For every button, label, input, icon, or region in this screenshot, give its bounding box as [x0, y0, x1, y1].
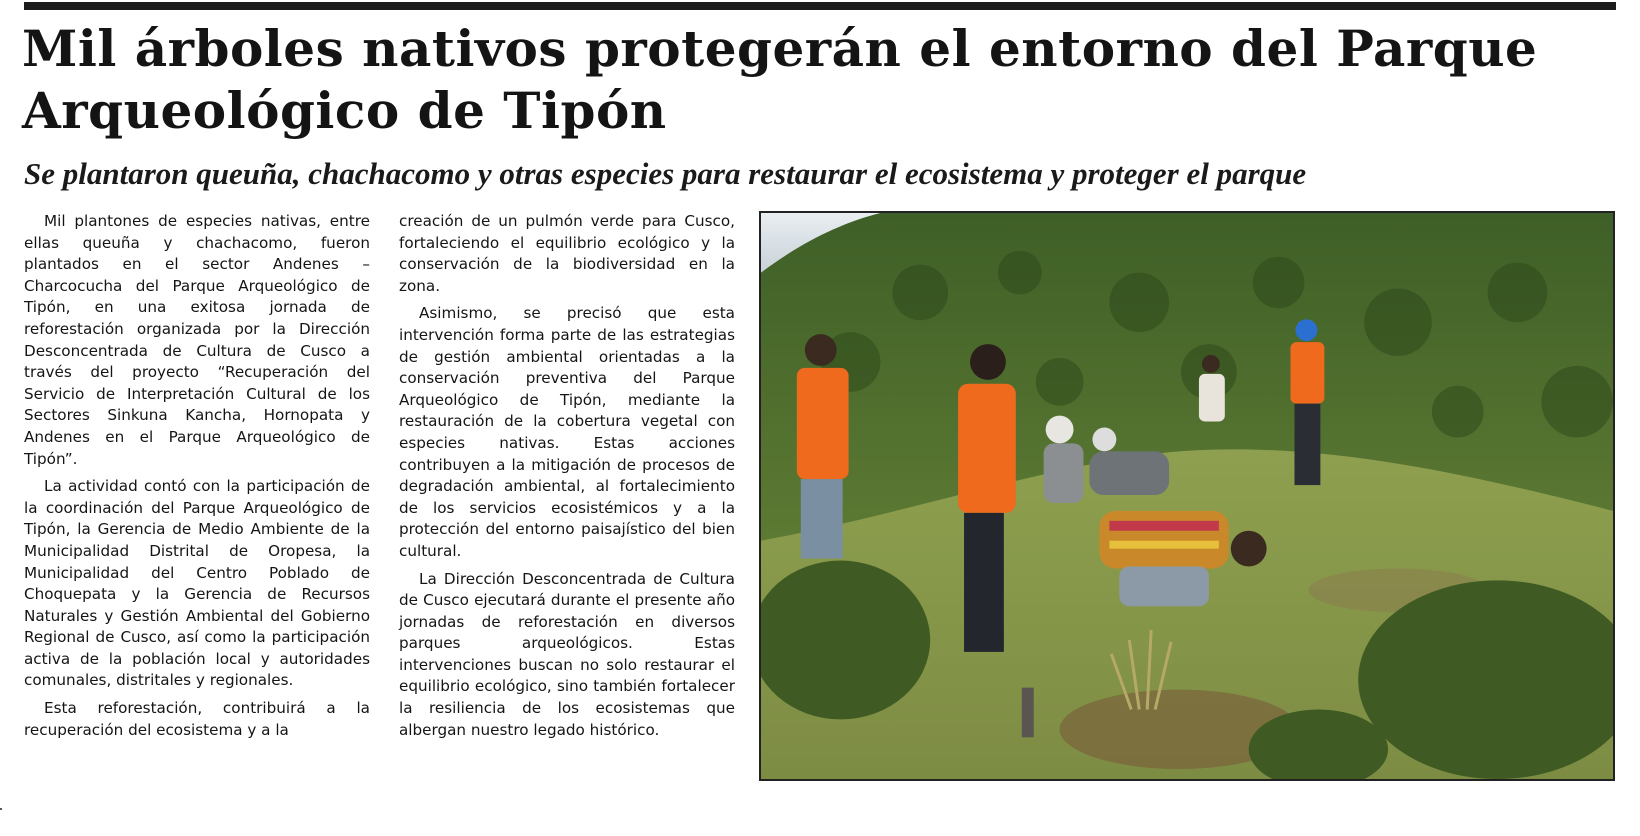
article-column-2: [399, 211, 735, 747]
headline: Mil árboles nativos protegerán el entorno del Parque Arqueológico de Tipón: [22, 19, 1538, 140]
reforestation-photo: [759, 211, 1615, 781]
paragraph: Asimismo, se precisó que esta intervención forma parte de las estrategias de gestión ambiental orientadas a la conservación preventiva del Parque Arqueológico de Tipón, mediante la restauración de la cobertura vegetal con especies nativas. Estas acciones contribuyen a la mitigación de procesos de degradación ambiental, al fortalecimiento de los servicios ecosistémicos y a la protección del entorno paisajístico del bien cultural.: [399, 304, 735, 560]
paragraph: La Dirección Desconcentrada de Cultura de Cusco ejecutará durante el presente año jornadas de reforestación en diversos parques arqueológicos. Estas intervenciones buscan no solo restaurar el equilibrio ecológico, sino también fortalecer la resiliencia de los ecosistemas que albergan nuestro legado histórico.: [399, 569, 735, 739]
paragraph: Mil plantones de especies nativas, entre ellas queuña y chachacomo, fueron plantados en el sector Andenes – Charcocucha del Parque Arqueológico de Tipón, en una exitosa jornada de reforestación organizada por la Dirección Desconcentrada de Cultura de Cusco a través del proyecto “Recuperación del Servicio de Interpretación Cultural de los Sectores Sinkuna Kancha, Hornopata y Andenes en el Parque Arqueológico de Tipón”.: [24, 212, 370, 468]
paragraph: La actividad contó con la participación de la coordinación del Parque Arqueológico de Tipón, la Gerencia de Medio Ambiente de la Municipalidad Distrital de Oropesa, la Municipalidad del Centro Poblado de Choquepata y la Gerencia de Recursos Naturales y Gestión Ambiental del Gobierno Regional de Cusco, así como la participación activa de la población local y autoridades comunales, distritales y regionales.: [24, 477, 370, 690]
page-mark: [0, 808, 2, 810]
paragraph: Esta reforestación, contribuirá a la recuperación del ecosistema y a la: [24, 699, 370, 739]
paragraph: creación de un pulmón verde para Cusco, fortaleciendo el equilibrio ecológico y la conservación de la biodiversidad en la zona.: [399, 212, 735, 295]
top-rule: [24, 2, 1616, 10]
stake: [1022, 688, 1034, 738]
photo-illustration: [761, 213, 1613, 779]
article-column-1: [24, 211, 370, 747]
subheadline: Se plantaron queuña, chachacomo y otras especies para restaurar el ecosistema y proteger el parque: [24, 156, 1307, 191]
